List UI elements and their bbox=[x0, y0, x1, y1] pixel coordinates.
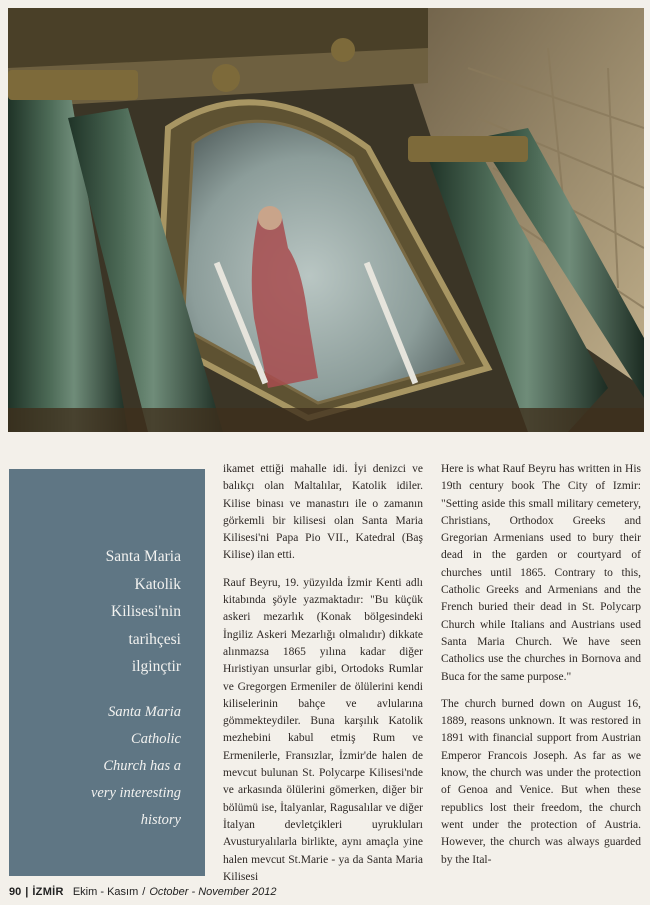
issue-english: October - November 2012 bbox=[149, 886, 277, 898]
callout-subtitle: Santa Maria Catholic Church has a very interesting history bbox=[90, 703, 181, 828]
magazine-name: İZMİR bbox=[32, 886, 64, 898]
callout-box bbox=[9, 469, 205, 876]
english-text-column bbox=[441, 461, 641, 879]
page-footer bbox=[9, 885, 276, 899]
altar-photo bbox=[8, 8, 644, 432]
divider: | bbox=[25, 886, 29, 898]
callout-title: Santa Maria Katolik Kilisesi'nin tarihçesi ilginçtir bbox=[105, 548, 181, 675]
divider: / bbox=[142, 886, 146, 898]
paragraph: Rauf Beyru, 19. yüzyılda İzmir Kenti adlı kitabında şöyle yazmaktadır: "Bu küçük askeri mezarlık (Konak bölgesindeki İngiliz Askeri Mezarlığı olmalıdır) dikkate alınmazsa 1865 yılına kadar diğer Hıristiyan unsurlar gibi, Ortodoks Rumlar ve Gregorgen Ermeniler de ölülerini kendi kiliselerinin bahçe ve avlularına gömmekteydiler. Buna karşılık Katolik mezhebini kabul etmiş Rum ve Ermenilerle, Fransızlar, İzmir'de halen de mevcut bulunan St. Polycarpe Kilisesi'nde ve arkasında ölülerini gömerken, diğer bir bölümü ise, İtalyanlar, Ragusalılar ve diğer İtalyan devletçikleri uyrukluları Avusturyalılarla birlikte, aynı amaçla yine halen mevcut St.Marie - ya da Santa Maria Kilisesi bbox=[223, 576, 423, 883]
paragraph: Here is what Rauf Beyru has written in His 19th century book The City of Izmir: "Setting aside this small military cemetery, Christians, Orthodox Greeks and Gregorian Armenians used to bury their dead in the garden or courtyard of churches until 1865. Contrary to this, Catholic Greeks and Armenians and the French buried their dead in St. Polycarp Church while Italians and Austrians used Santa Maria Church. We have seen Catholics use the churches in Bornova and Buca for the same purpose." bbox=[441, 463, 641, 683]
paragraph: ikamet ettiği mahalle idi. İyi denizci ve balıkçı olan Maltalılar, Katolik idiler. Kilise binası ve manastırı ile o zamanın görkemli bir kilisesi olan Santa Maria Kilisesi'ni Papa Pio VII., Katedral (Baş Kilise) ilan etti. bbox=[223, 463, 423, 562]
turkish-text-column bbox=[223, 461, 423, 896]
page-number: 90 bbox=[9, 886, 22, 898]
paragraph: The church burned down on August 16, 1889, reasons unknown. It was restored in 1891 with financial support from Austrian Emperor Francois Joseph. As far as we know, the church was under the protection of Genoa and Venice. But when these republics lost their freedom, the church went under the protection of Austria. However, the church was always guarded by the Ital- bbox=[441, 697, 641, 866]
issue-turkish: Ekim - Kasım bbox=[72, 886, 139, 898]
